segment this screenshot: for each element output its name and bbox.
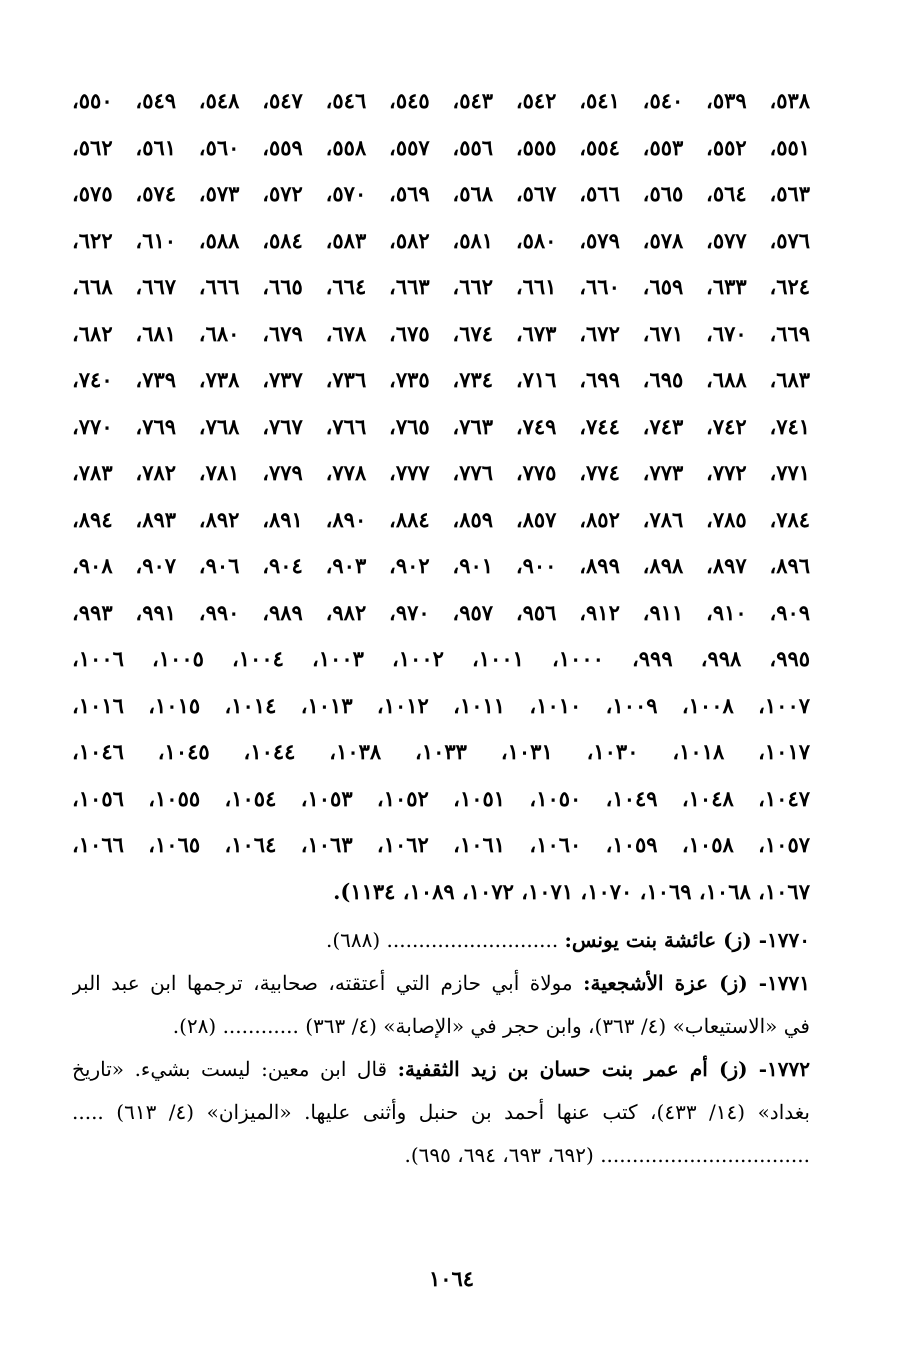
page-number: ١٠٦٤ — [428, 1266, 475, 1291]
index-line: ١٠٤٧، ١٠٤٨، ١٠٤٩، ١٠٥٠، ١٠٥١، ١٠٥٢، ١٠٥٣، ١٠٥٤، ١٠٥٥، ١٠٥٦، — [72, 785, 810, 811]
entry-1771 — [72, 962, 810, 1005]
index-line: ٥٧٦، ٥٧٧، ٥٧٨، ٥٧٩، ٥٨٠، ٥٨١، ٥٨٢، ٥٨٣، ٥٨٤، ٥٨٨، ٦١٠، ٦٢٢، — [72, 227, 810, 253]
entry-1772 — [72, 1048, 810, 1091]
index-line: ١٠٥٧، ١٠٥٨، ١٠٥٩، ١٠٦٠، ١٠٦١، ١٠٦٢، ١٠٦٣، ١٠٦٤، ١٠٦٥، ١٠٦٦، — [72, 832, 810, 857]
entry-1772-continuation: بغداد» (١٤/ ٤٣٣)، كتب عنها أحمد بن حنبل وأثنى عليها. «الميزان» (٤/ ٦١٣) ..... — [72, 1100, 810, 1124]
index-line: ٩٠٩، ٩١٠، ٩١١، ٩١٢، ٩٥٦، ٩٥٧، ٩٧٠، ٩٨٢، ٩٨٩، ٩٩٠، ٩٩١، ٩٩٣، — [72, 599, 810, 625]
index-line: ٧٨٤، ٧٨٥، ٧٨٦، ٨٥٢، ٨٥٧، ٨٥٩، ٨٨٤، ٨٩٠، ٨٩١، ٨٩٢، ٨٩٣، ٨٩٤، — [72, 506, 810, 532]
index-line: ١٠٦٧، ١٠٦٨، ١٠٦٩، ١٠٧٠، ١٠٧١، ١٠٧٢، ١٠٨٩، ١١٣٤). — [333, 878, 810, 904]
index-line: ٦٦٩، ٦٧٠، ٦٧١، ٦٧٢، ٦٧٣، ٦٧٤، ٦٧٥، ٦٧٨، ٦٧٩، ٦٨٠، ٦٨١، ٦٨٢، — [72, 320, 810, 346]
index-line: ٥٥١، ٥٥٢، ٥٥٣، ٥٥٤، ٥٥٥، ٥٥٦، ٥٥٧، ٥٥٨، ٥٥٩، ٥٦٠، ٥٦١، ٥٦٢، — [72, 134, 810, 160]
index-line: ٦٢٤، ٦٣٣، ٦٥٩، ٦٦٠، ٦٦١، ٦٦٢، ٦٦٣، ٦٦٤، ٦٦٥، ٦٦٦، ٦٦٧، ٦٦٨، — [72, 274, 810, 299]
page-body — [72, 78, 810, 1177]
entry-1772-continuation: ................................. (٦٩٢، ٦٩٣، ٦٩٤، ٦٩٥). — [404, 1143, 810, 1167]
index-line: ٧٧١، ٧٧٢، ٧٧٣، ٧٧٤، ٧٧٥، ٧٧٦، ٧٧٧، ٧٧٨، ٧٧٩، ٧٨١، ٧٨٢، ٧٨٣، — [72, 460, 810, 485]
entry-text: قال ابن معين: ليست بشيء. «تاريخ — [72, 1057, 388, 1081]
index-line: ٥٦٣، ٥٦٤، ٥٦٥، ٥٦٦، ٥٦٧، ٥٦٨، ٥٦٩، ٥٧٠، ٥٧٢، ٥٧٣، ٥٧٤، ٥٧٥، — [72, 181, 810, 206]
index-line: ٥٣٨، ٥٣٩، ٥٤٠، ٥٤١، ٥٤٢، ٥٤٣، ٥٤٥، ٥٤٦، ٥٤٧، ٥٤٨، ٥٤٩، ٥٥٠، — [72, 88, 810, 113]
entry-text: مولاة أبي حازم التي أعتقته، صحابية، ترجمها ابن عبد البر — [72, 971, 573, 995]
index-line: ٦٨٣، ٦٨٨، ٦٩٥، ٦٩٩، ٧١٦، ٧٣٤، ٧٣٥، ٧٣٦، ٧٣٧، ٧٣٨، ٧٣٩، ٧٤٠، — [72, 367, 810, 392]
entry-1771-continuation: في «الاستيعاب» (٤/ ٣٦٣)، وابن حجر في «الإصابة» (٤/ ٣٦٣) ............ (٢٨). — [172, 1014, 810, 1038]
index-line: ٨٩٦، ٨٩٧، ٨٩٨، ٨٩٩، ٩٠٠، ٩٠١، ٩٠٢، ٩٠٣، ٩٠٤، ٩٠٦، ٩٠٧، ٩٠٨، — [72, 553, 810, 578]
entry-text: ........................... (٦٨٨). — [325, 928, 559, 952]
entry-heading: ١٧٧٢- (ز) أم عمر بنت حسان بن زيد الثقفية: — [397, 1057, 810, 1081]
entry-heading: ١٧٧٠- (ز) عائشة بنت يونس: — [564, 928, 810, 952]
entry-heading: ١٧٧١- (ز) عزة الأشجعية: — [583, 971, 810, 995]
index-line: ١٠١٧، ١٠١٨، ١٠٣٠، ١٠٣١، ١٠٣٣، ١٠٣٨، ١٠٤٤، ١٠٤٥، ١٠٤٦، — [72, 739, 810, 764]
index-line: ١٠٠٧، ١٠٠٨، ١٠٠٩، ١٠١٠، ١٠١١، ١٠١٢، ١٠١٣، ١٠١٤، ١٠١٥، ١٠١٦، — [72, 692, 810, 718]
page-references-index — [72, 78, 810, 915]
entry-1770 — [72, 919, 810, 962]
biography-entries — [72, 919, 810, 1177]
index-line: ٧٤١، ٧٤٢، ٧٤٣، ٧٤٤، ٧٤٩، ٧٦٣، ٧٦٥، ٧٦٦، ٧٦٧، ٧٦٨، ٧٦٩، ٧٧٠، — [72, 413, 810, 439]
index-line: ٩٩٥، ٩٩٨، ٩٩٩، ١٠٠٠، ١٠٠١، ١٠٠٢، ١٠٠٣، ١٠٠٤، ١٠٠٥، ١٠٠٦، — [72, 646, 810, 671]
